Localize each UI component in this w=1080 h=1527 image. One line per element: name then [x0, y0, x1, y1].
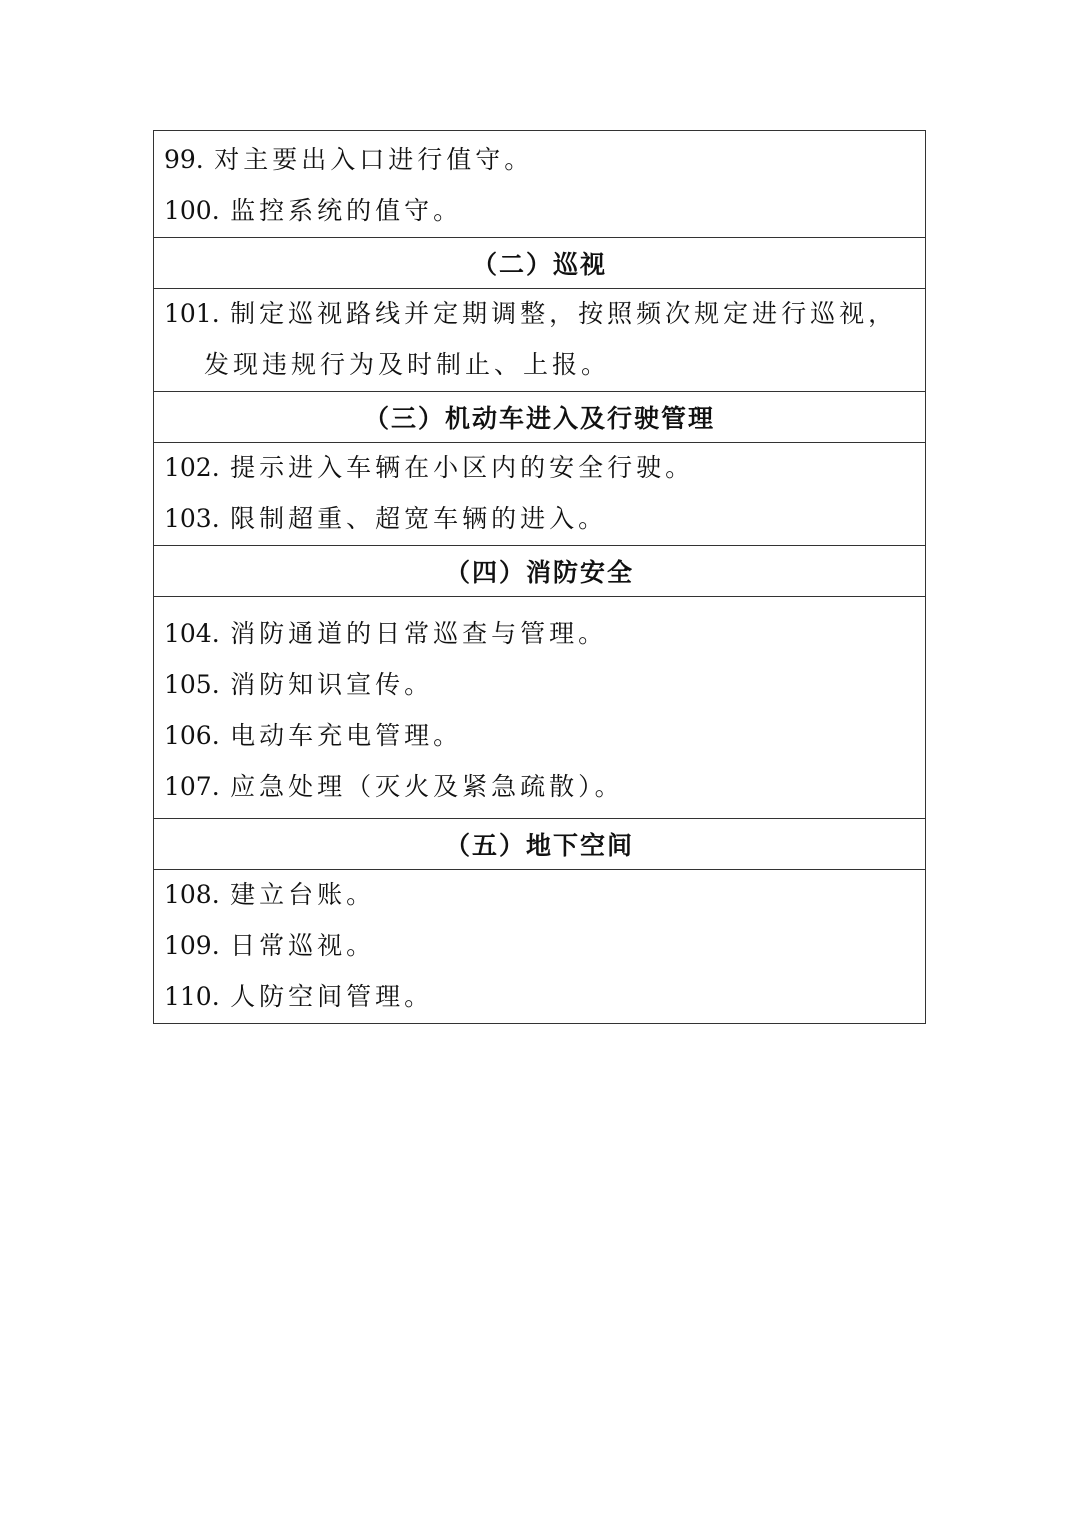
item-number: 104.	[164, 619, 220, 648]
list-item	[164, 929, 915, 963]
item-text: 人防空间管理。	[230, 982, 434, 1011]
section-heading-patrol: （二）巡视	[154, 237, 925, 288]
list-item	[164, 878, 915, 912]
section-heading-underground-space: （五）地下空间	[154, 818, 925, 869]
item-number: 110.	[164, 982, 220, 1011]
list-item	[164, 502, 915, 536]
item-number: 108.	[164, 880, 220, 909]
item-text: 日常巡视。	[230, 931, 376, 960]
section-items-vehicle-management	[154, 442, 925, 545]
list-item	[164, 297, 915, 382]
list-item	[164, 143, 915, 177]
list-item	[164, 668, 915, 702]
list-item	[164, 451, 915, 485]
item-text-continuation: 发现违规行为及时制止、上报。	[204, 350, 611, 379]
item-text: 对主要出入口进行值守。	[214, 145, 534, 174]
item-text: 应急处理（灭火及紧急疏散）。	[230, 772, 624, 801]
section-heading-vehicle-management: （三）机动车进入及行驶管理	[154, 391, 925, 442]
item-text: 消防通道的日常巡查与管理。	[230, 619, 608, 648]
item-text: 电动车充电管理。	[230, 721, 463, 750]
item-text: 建立台账。	[230, 880, 376, 909]
section-items-underground-space	[154, 869, 925, 1023]
section-items-patrol	[154, 288, 925, 391]
item-text: 提示进入车辆在小区内的安全行驶。	[230, 453, 695, 482]
item-text: 制定巡视路线并定期调整，按照频次规定进行巡视，	[230, 299, 898, 328]
item-number: 101.	[164, 299, 220, 328]
list-item	[164, 617, 915, 651]
list-item	[164, 980, 915, 1014]
item-number: 109.	[164, 931, 220, 960]
section-heading-fire-safety: （四）消防安全	[154, 545, 925, 596]
section-items-fire-safety	[154, 596, 925, 818]
list-item	[164, 770, 915, 804]
list-item	[164, 719, 915, 753]
item-number: 102.	[164, 453, 220, 482]
item-number: 107.	[164, 772, 220, 801]
item-number: 100.	[164, 196, 220, 225]
item-number: 105.	[164, 670, 220, 699]
section-items-guard-duty	[154, 131, 925, 237]
item-number: 106.	[164, 721, 220, 750]
item-text: 限制超重、超宽车辆的进入。	[230, 504, 608, 533]
item-text: 监控系统的值守。	[230, 196, 463, 225]
services-table	[153, 130, 926, 1024]
item-number: 99.	[164, 145, 204, 174]
list-item	[164, 194, 915, 228]
item-text: 消防知识宣传。	[230, 670, 434, 699]
item-number: 103.	[164, 504, 220, 533]
